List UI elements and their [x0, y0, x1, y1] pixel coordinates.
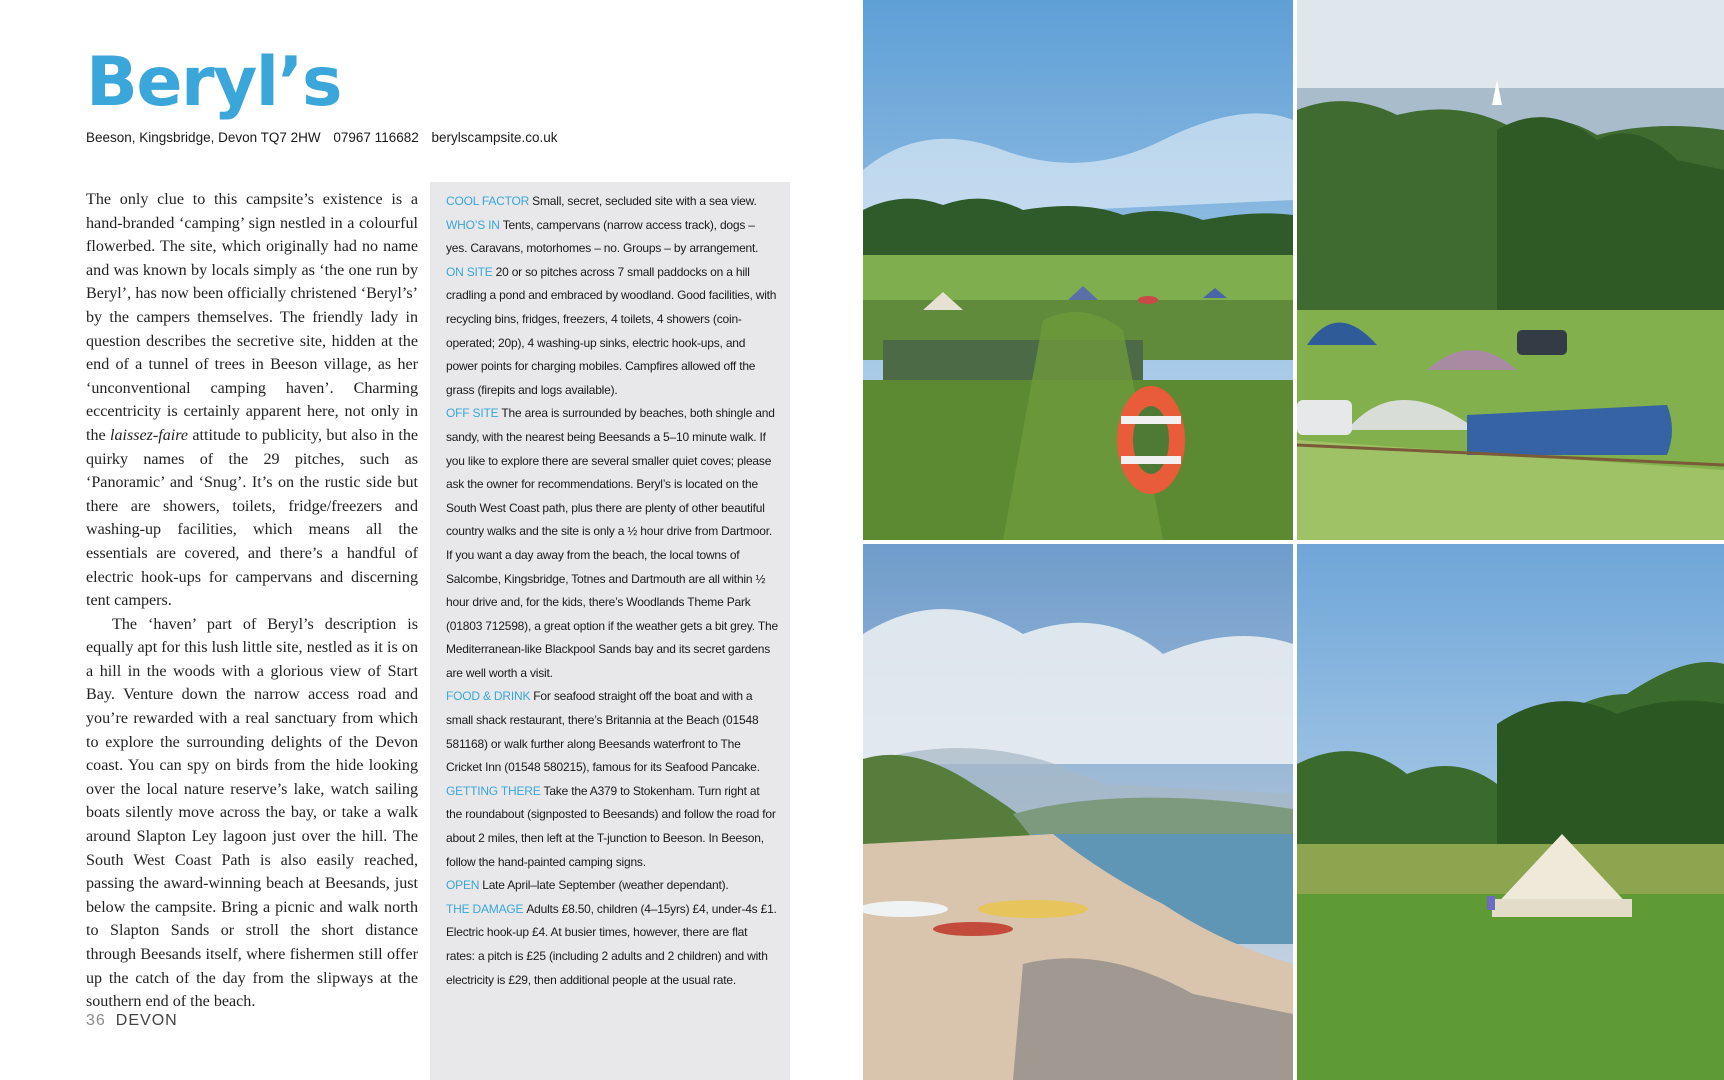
- info-label: WHO’S IN: [446, 217, 500, 232]
- info-text: Small, secret, secluded site with a sea view.: [532, 194, 757, 208]
- info-on-site: [446, 261, 778, 403]
- info-cool-factor: [446, 190, 778, 214]
- info-damage: [446, 898, 778, 992]
- info-food-drink: [446, 685, 778, 779]
- info-getting-there: [446, 780, 778, 874]
- info-label: THE DAMAGE: [446, 901, 524, 916]
- body-p1-end: attitude to publicity, but also in the quirky names of the 29 pitches, such as ‘Panoramic’ and ‘Snug’. It’s on the rustic side but there are showers, toilets, fridge/freezers and washing-up facilities, which means all the essentials are covered, and there’s a handful of electric hook-ups for campervans and discerning tent campers.: [86, 426, 419, 610]
- page-title: Beryl’s: [86, 43, 341, 122]
- info-text: Late April–late September (weather dependant).: [482, 878, 729, 893]
- photo-tents-sea-view: [1297, 0, 1724, 540]
- info-text: The area is surrounded by beaches, both shingle and sandy, with the nearest being Beesands a 5–10 minute walk. If you like to explore there are several smaller quiet coves; please ask the owner for recommendations. Beryl’s is located on the South West Coast path, plus there are plenty of other beautiful country walks and the site is only a ½ hour drive from Dartmoor. If you want a day away from the beach, the local towns of Salcombe, Kingsbridge, Totnes and Dartmouth are all within ½ hour drive and, for the kids, there’s Woodlands Theme Park (01803 712598), a great option if the weather gets a bit grey. The Mediterranean-like Blackpool Sands bay and its secret gardens are well worth a visit.: [446, 406, 778, 680]
- section-name: DEVON: [115, 1012, 178, 1029]
- contact-website: berylscampsite.co.uk: [431, 130, 558, 145]
- info-text: Tents, campervans (narrow access track), dogs – yes. Caravans, motorhomes – no. Groups – by arrangement.: [446, 217, 759, 256]
- info-text: For seafood straight off the boat and with a small shack restaurant, there’s Britannia at the Beach (01548 581168) or walk further along Beesands waterfront to The Cricket Inn (01548 580215), famous for its Seafood Pancake.: [446, 689, 760, 775]
- info-label: FOOD & DRINK: [446, 689, 531, 704]
- body-paragraph-2: The ‘haven’ part of Beryl’s description is equally apt for this lush little site, nestled as it is on a hill in the woods with a glorious view of Start Bay. Venture down the narrow access road and you’re rewarded with a real sanctuary from which to explore the surrounding delights of the Devon coast. You can spy on birds from the hide looking over the local nature reserve’s lake, watch sailing boats silently move across the bay, or take a walk around Slapton Ley lagoon just over the hill. The South West Coast Path is also easily reached, passing the award-winning beach at Beesands, just below the campsite. Bring a picnic and walk north to Slapton Sands or stroll the short distance through Beesands itself, where fishermen still offer up the catch of the day from the slipways at the southern end of the beach.: [86, 615, 418, 1011]
- page-number: 36: [86, 1012, 106, 1029]
- body-text: [86, 188, 418, 1014]
- contact-line: [86, 130, 567, 145]
- info-sidebar: [430, 182, 790, 1080]
- contact-address: Beeson, Kingsbridge, Devon TQ7 2HW: [86, 130, 321, 145]
- info-text: Take the A379 to Stokenham. Turn right at the roundabout (signposted to Beesands) and follow the road for about 2 miles, then left at the T-junction to Beeson. In Beeson, follow the hand-painted camping signs.: [446, 783, 776, 869]
- info-text: Adults £8.50, children (4–15yrs) £4, under-4s £1. Electric hook-up £4. At busier times, however, there are flat rates: a pitch is £25 (including 2 adults and 2 children) and with electricity is £29, then additional people at the usual rate.: [446, 901, 777, 987]
- body-p1-italic: laissez-faire: [110, 426, 189, 444]
- photo-beach-boats: [863, 544, 1293, 1080]
- info-label: COOL FACTOR: [446, 194, 530, 208]
- info-label: OFF SITE: [446, 406, 499, 421]
- photo-bell-tent: [1297, 544, 1724, 1080]
- body-paragraph-1: [86, 188, 418, 613]
- info-open: [446, 874, 778, 898]
- body-p1-start: The only clue to this campsite’s existence is a hand-branded ‘camping’ sign nestled in a colourful flowerbed. The site, which originally had no name and was known by locals simply as ‘the one run by Beryl’, has now been officially christened ‘Beryl’s’ by the campers themselves. The friendly lady in question describes the secretive site, hidden at the end of a tunnel of trees in Beeson village, as her ‘unconventional camping haven’. Charming eccentricity is certainly apparent here, not only in the: [86, 191, 418, 444]
- info-label: GETTING THERE: [446, 783, 541, 798]
- info-label: OPEN: [446, 878, 480, 893]
- info-label: ON SITE: [446, 264, 493, 279]
- info-whos-in: [446, 214, 778, 261]
- info-text: 20 or so pitches across 7 small paddocks on a hill cradling a pond and embraced by woodland. Good facilities, with recycling bins, fridges, freezers, 4 toilets, 4 showers (coin-operated; 20p), 4 washing-up sinks, electric hook-ups, and power points for charging mobiles. Campfires allowed off the grass (firepits and logs available).: [446, 264, 777, 397]
- page-footer: [86, 1012, 178, 1030]
- contact-phone: 07967 116682: [333, 130, 419, 145]
- photo-pond-lifering: [863, 0, 1293, 540]
- info-off-site: [446, 402, 778, 685]
